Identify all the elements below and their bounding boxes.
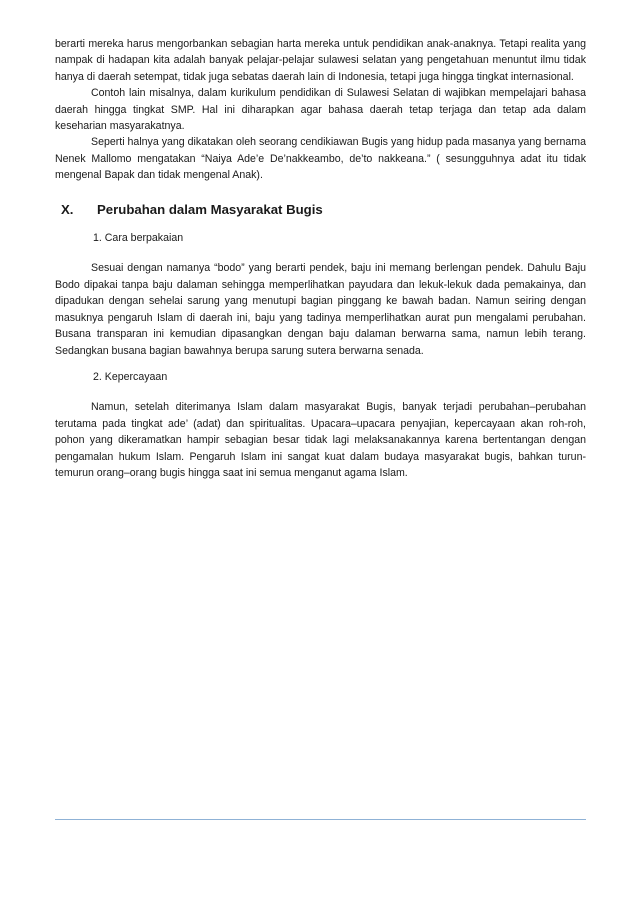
section-heading [55,202,586,218]
paragraph-continuation: berarti mereka harus mengorbankan sebagian harta mereka untuk pendidikan anak-anaknya. Tetapi realita yang nampak di hadapan kita adalah banyak pelajar-pelajar sulawesi selatan yang pengetahuan menuntut ilmu tidak hanya di daerah setempat, tidak juga sebatas daerah lain di Indonesia, tetapi juga hingga tingkat internasional. [55,38,586,83]
paragraph-quote: Seperti halnya yang dikatakan oleh seorang cendikiawan Bugis yang hidup pada masanya yang bernama Nenek Mallomo mengatakan “Naiya Ade’e De’nakkeambo, de’to nakkeana.” ( sesungguhnya adat itu tidak mengenal Bapak dan tidak mengenal Anak). [55,136,586,182]
paragraph-belief: Namun, setelah diterimanya Islam dalam masyarakat Bugis, banyak terjadi perubahan–perubahan terutama pada tingkat ade’ (adat) dan spiritualitas. Upacara–upacara penyajian, kepercayaan akan roh-roh, pohon yang dikeramatkan hampir sebagian besar tidak lagi melaksanakannya karena bertentangan dengan pengamalan hukum Islam. Pengaruh Islam ini sangat kuat dalam budaya masyarakat bugis, bahkan turun-temurun orang–orang bugis hingga saat ini semua menganut agama Islam. [55,401,586,479]
document-page [55,36,586,481]
section-number: X. [61,201,74,217]
subsection-title-belief: 2. Kepercayaan [93,370,168,383]
footer-divider [55,819,586,820]
section-title: Perubahan dalam Masyarakat Bugis [97,201,323,217]
paragraph-curriculum: Contoh lain misalnya, dalam kurikulum pendidikan di Sulawesi Selatan di wajibkan mempelajari bahasa daerah hingga tingkat SMP. Hal ini diharapkan agar bahasa daerah tetap terjaga dan tetap ada dalam keseharian masyarakatnya. [55,87,586,133]
subsection-title-clothing: 1. Cara berpakaian [93,232,184,245]
paragraph-clothing: Sesuai dengan namanya “bodo” yang berarti pendek, baju ini memang berlengan pendek. Dahulu Baju Bodo dipakai tanpa baju dalaman sehingga memperlihatkan payudara dan lekuk-lekuk dada pemakainya, dan dipadukan dengan sehelai sarung yang menutupi bagian pinggang ke bawah badan. Namun seiring dengan masuknya pengaruh Islam di daerah ini, baju yang tadinya memperlihatkan aurat pun mengalami perubahan. Busana transparan ini kemudian dipasangkan dengan baju dalaman berwarna sama, namun lebih terang. Sedangkan busana bagian bawahnya berupa sarung sutera berwarna senada. [55,262,586,357]
